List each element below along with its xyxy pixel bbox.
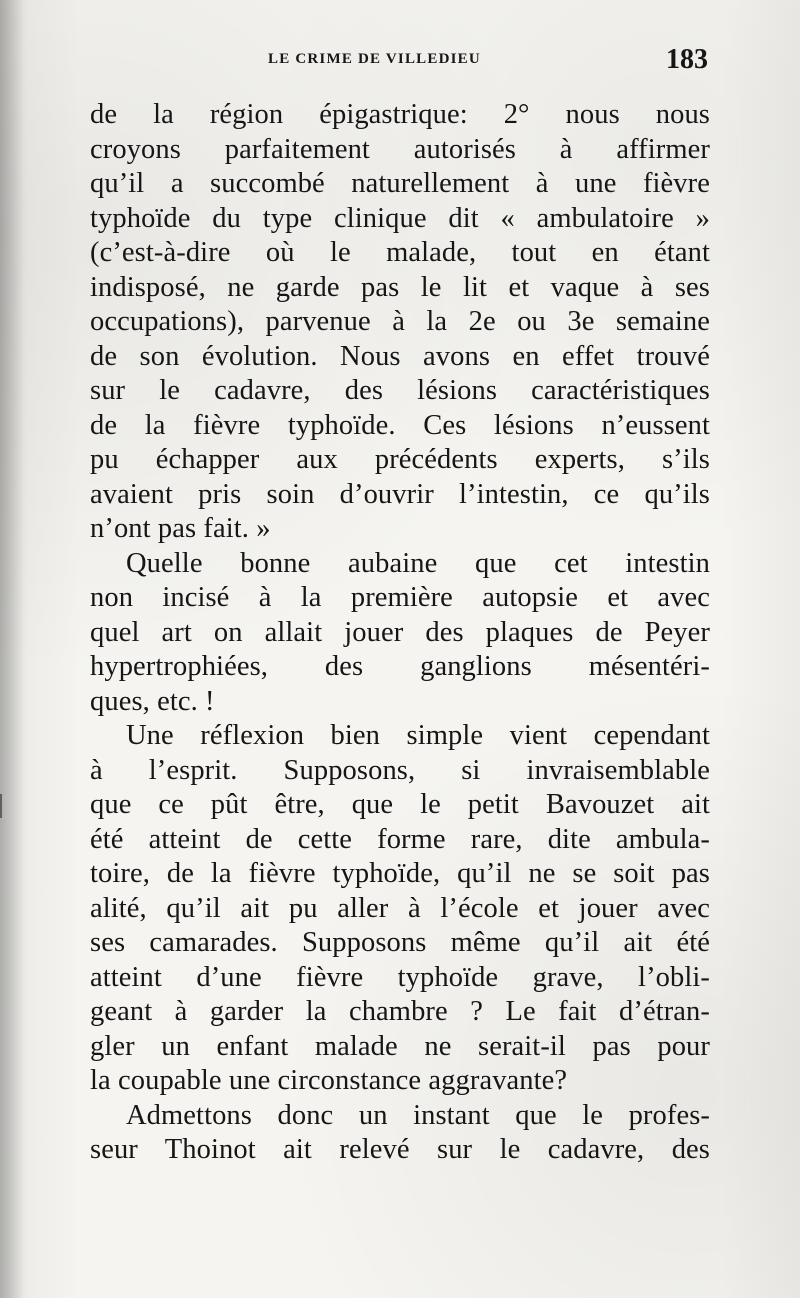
- text-line: que ce pût être, que le petit Bavouzet ait: [90, 789, 710, 820]
- paragraph-start-line: Une réflexion bien simple vient cependant: [126, 720, 710, 751]
- running-title: LE CRIME DE VILLEDIEU: [268, 51, 481, 67]
- text-line: occupations), parvenue à la 2e ou 3e semaine: [90, 306, 710, 337]
- text-line: à l’esprit. Supposons, si invraisemblable: [90, 754, 710, 786]
- margin-mark: [0, 794, 10, 818]
- text-line: indisposé, ne garde pas le lit et vaque à ses: [90, 271, 710, 303]
- text-line: non incisé à la première autopsie et avec: [90, 582, 710, 613]
- paragraph-start-line: Admettons donc un instant que le profes-: [126, 1099, 710, 1131]
- text-line: pu échapper aux précédents experts, s’ils: [90, 444, 710, 475]
- text-line: geant à garder la chambre ? Le fait d’étran-: [90, 996, 710, 1027]
- text-line: avaient pris soin d’ouvrir l’intestin, ce qu’ils: [90, 478, 710, 510]
- paragraph-start-line: Quelle bonne aubaine que cet intestin: [126, 547, 710, 579]
- text-line: typhoïde du type clinique dit « ambulatoire »: [90, 202, 710, 234]
- page-number: 183: [666, 44, 708, 75]
- text-line: ques, etc. !: [90, 685, 215, 717]
- text-line: qu’il a succombé naturellement à une fièvre: [90, 168, 710, 199]
- text-line: été atteint de cette forme rare, dite ambula-: [90, 823, 710, 855]
- text-line: seur Thoinot ait relevé sur le cadavre, des: [90, 1134, 710, 1165]
- text-line: atteint d’une fièvre typhoïde grave, l’obli-: [90, 961, 710, 993]
- text-line: toire, de la fièvre typhoïde, qu’il ne se soit pas: [90, 858, 710, 889]
- main-text: [90, 98, 710, 1168]
- text-line: hypertrophiées, des ganglions mésentéri-: [90, 651, 710, 682]
- text-line: gler un enfant malade ne serait-il pas pour: [90, 1030, 710, 1062]
- text-line: sur le cadavre, des lésions caractéristiques: [90, 375, 710, 406]
- text-line: ses camarades. Supposons même qu’il ait été: [90, 927, 710, 958]
- text-line: de son évolution. Nous avons en effet trouvé: [90, 340, 710, 372]
- text-line: alité, qu’il ait pu aller à l’école et jouer avec: [90, 892, 710, 924]
- text-line: (c’est-à-dire où le malade, tout en étant: [90, 237, 710, 268]
- text-line: n’ont pas fait. »: [90, 513, 271, 544]
- text-line: croyons parfaitement autorisés à affirmer: [90, 133, 710, 165]
- text-line: de la fièvre typhoïde. Ces lésions n’eussent: [90, 409, 710, 441]
- text-line: la coupable une circonstance aggravante?: [90, 1065, 568, 1096]
- page-gutter-shadow: [0, 0, 24, 1298]
- text-line: de la région épigastrique: 2° nous nous: [90, 99, 710, 130]
- text-line: quel art on allait jouer des plaques de Peyer: [90, 616, 710, 648]
- page-header: [0, 44, 800, 84]
